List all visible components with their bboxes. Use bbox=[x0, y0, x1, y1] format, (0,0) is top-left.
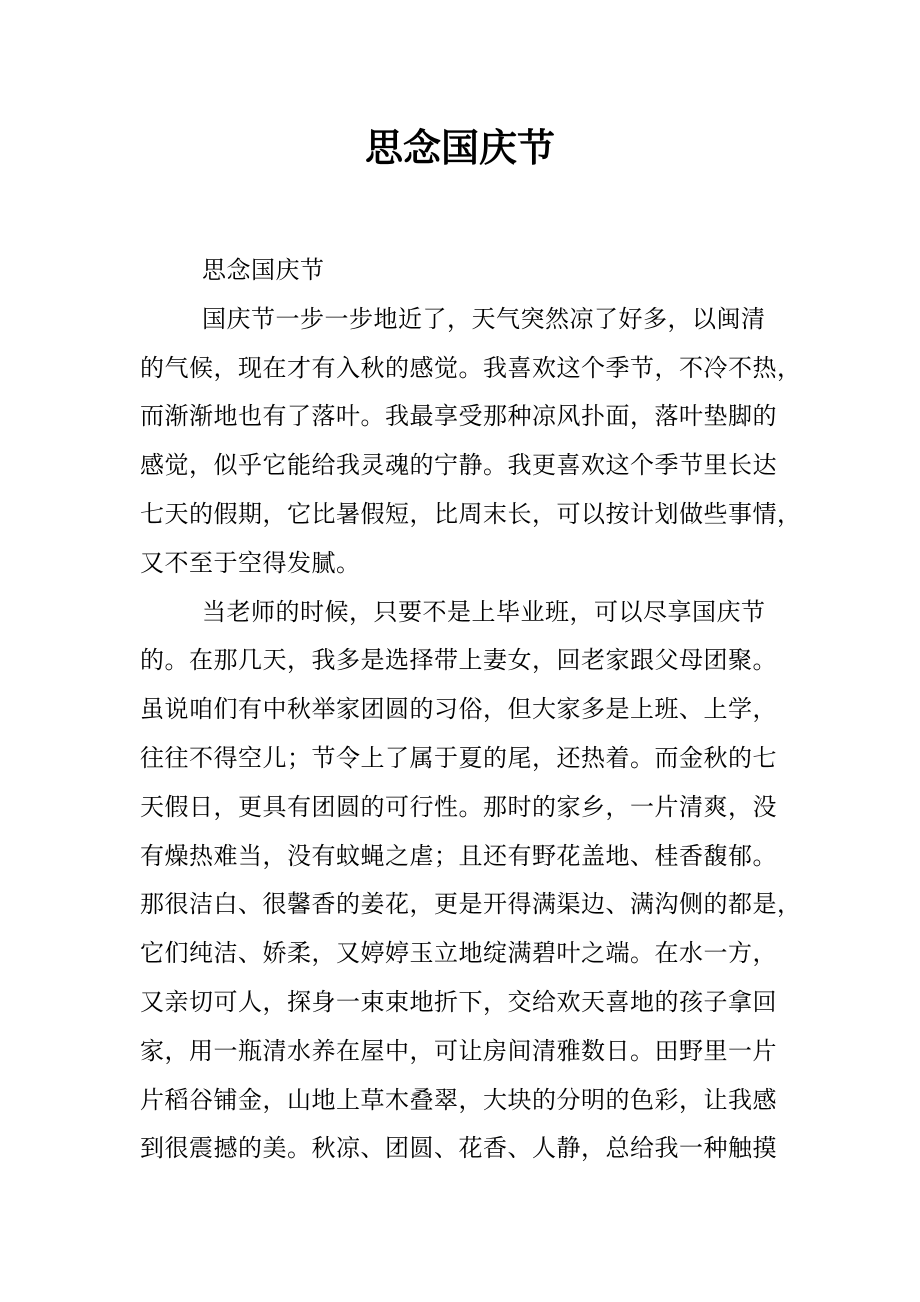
paragraph-line: 片稻谷铺金，山地上草木叠翠，大块的分明的色彩，让我感 bbox=[140, 1085, 777, 1114]
paragraph-line: 国庆节一步一步地近了，天气突然凉了好多，以闽清 bbox=[202, 304, 766, 333]
paragraph-line: 七天的假期，它比暑假短，比周末长，可以按计划做些事情， bbox=[140, 499, 802, 528]
paragraph-line: 有燥热难当，没有蚊蝇之虐；且还有野花盖地、桂香馥郁。 bbox=[140, 841, 777, 870]
paragraph-line: 而渐渐地也有了落叶。我最享受那种凉风扑面，落叶垫脚的 bbox=[140, 402, 777, 431]
paragraph-line: 又不至于空得发腻。 bbox=[140, 548, 361, 577]
document-body bbox=[140, 246, 802, 1173]
paragraph-line: 那很洁白、很馨香的姜花，更是开得满渠边、满沟侧的都是， bbox=[140, 890, 802, 919]
paragraph-line: 虽说咱们有中秋举家团圆的习俗，但大家多是上班、上学， bbox=[140, 695, 777, 724]
document-title: 思念国庆节 bbox=[364, 125, 555, 170]
paragraph-line: 当老师的时候，只要不是上毕业班，可以尽享国庆节 bbox=[202, 597, 766, 626]
paragraph-line: 往往不得空儿；节令上了属于夏的尾，还热着。而金秋的七 bbox=[140, 743, 777, 772]
paragraph-line: 的。在那几天，我多是选择带上妻女，回老家跟父母团聚。 bbox=[140, 646, 777, 675]
paragraph-1 bbox=[140, 295, 802, 588]
paragraph-line: 到很震撼的美。秋凉、团圆、花香、人静，总给我一种触摸 bbox=[140, 1134, 777, 1163]
subtitle-line: 思念国庆节 bbox=[202, 256, 325, 284]
paragraph-line: 又亲切可人，探身一束束地折下，交给欢天喜地的孩子拿回 bbox=[140, 987, 777, 1016]
paragraph-line: 家，用一瓶清水养在屋中，可让房间清雅数日。田野里一片 bbox=[140, 1036, 777, 1065]
paragraph-line: 感觉，似乎它能给我灵魂的宁静。我更喜欢这个季节里长达 bbox=[140, 451, 777, 480]
paragraph-line: 它们纯洁、娇柔，又婷婷玉立地绽满碧叶之端。在水一方， bbox=[140, 939, 777, 968]
paragraph-line: 天假日，更具有团圆的可行性。那时的家乡，一片清爽，没 bbox=[140, 792, 777, 821]
paragraph-line: 的气候，现在才有入秋的感觉。我喜欢这个季节，不冷不热， bbox=[140, 353, 802, 382]
paragraph-2 bbox=[140, 588, 802, 1174]
